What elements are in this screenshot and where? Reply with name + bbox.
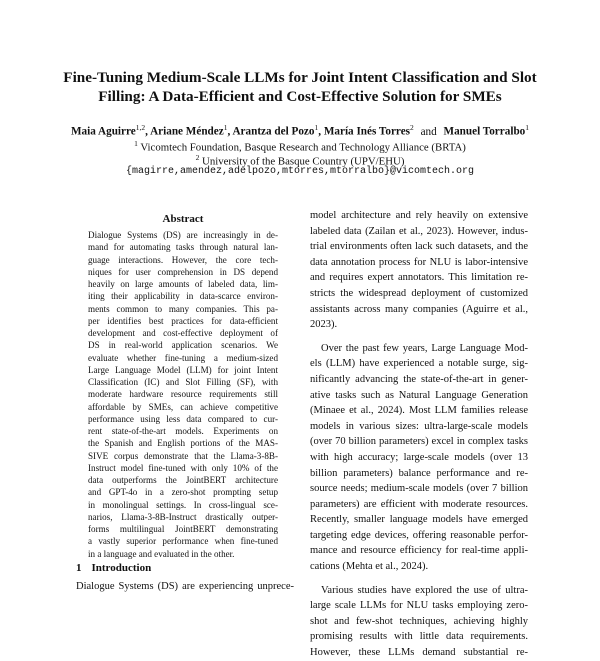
text-line: forms multilingual JointBERT demonstrating <box>88 524 278 534</box>
right-column-body <box>310 208 528 661</box>
text-line: per identifies best practices for data-efficient <box>88 315 278 326</box>
title-line: Fine-Tuning Medium-Scale LLMs for Joint Intent Classification and Slot <box>63 69 537 86</box>
text-line: affordable by SMEs, can achieve competitive <box>88 401 278 412</box>
text-line: moderate hardware resource requirements still <box>88 389 278 400</box>
text-line: a vastly superior performance when fine-tuned <box>88 536 278 547</box>
affiliation-text: University of the Basque Country (UPV/EHU) <box>202 155 405 168</box>
text-line: parameters) are efficient with moderate resources. <box>310 498 528 510</box>
text-line: SIVE corpus demonstrate that the Llama-3-8B- <box>88 450 278 461</box>
text-line: mance and resource efficiency for real-time appli- <box>310 545 528 557</box>
author-name: Maia Aguirre <box>70 125 136 138</box>
author-name: Arantza del Pozo <box>232 125 315 138</box>
text-line: with high accuracy; large-scale models (over 13 <box>310 451 528 463</box>
text-line: Classification (IC) and Slot Filling (SF), with <box>88 377 278 387</box>
text-line: heavily on large amounts of labeled data, lim- <box>88 279 278 289</box>
text-line: in monolingual settings. In cross-lingual sce- <box>88 499 278 510</box>
paragraph-gap <box>310 575 528 583</box>
text-line: and GPT-4o in a zero-shot prompting setup <box>88 487 278 498</box>
text-line: development and cost-effective deployment of <box>88 328 278 338</box>
paper-title <box>40 68 560 106</box>
text-line: Instruct model fine-tuned with only 10% of the <box>88 462 278 473</box>
text-line: evaluate whether fine-tuning a medium-sized <box>88 352 278 363</box>
text-line: narios, Llama-3-8B-Instruct drastically outper- <box>88 511 278 522</box>
text-line: shot and few-shot techniques, achieving highly <box>310 615 528 627</box>
introduction-body <box>76 579 294 595</box>
author-affiliation-mark: 1 <box>223 123 228 132</box>
affiliation-mark: 1 <box>134 139 138 148</box>
paragraph <box>310 583 528 661</box>
text-line: rent state-of-the-art models. Experiments on <box>88 426 278 436</box>
text-line: cations (Mehta et al., 2024). <box>310 561 429 573</box>
text-line: data annotation process for NLU is labor-intensive <box>310 256 528 268</box>
text-line: iting their applicability in data-scarce environ- <box>88 291 278 302</box>
text-line: ments common to many companies. This pa- <box>88 303 278 314</box>
text-line: data outperforms the JointBERT architecture <box>88 475 278 485</box>
text-line: billion parameters) balance performance and re- <box>310 467 528 479</box>
author-separator: , <box>227 125 231 138</box>
text-line: model architecture and rely heavily on extensive <box>310 210 528 221</box>
text-line: targeting edge devices, offering reasonable perfor- <box>310 529 528 541</box>
text-line: labeled data (Zailan et al., 2023). However, indus- <box>310 225 528 237</box>
text-line: Dialogue Systems (DS) are experiencing unprece- <box>76 581 294 592</box>
text-line: 2023). <box>310 319 338 331</box>
affiliation-mark: 2 <box>195 153 200 162</box>
text-line: trial environments often lack such datasets, and the <box>310 241 528 253</box>
text-line: However, these LLMs demand substantial re- <box>310 647 528 659</box>
author-separator: , <box>145 125 148 138</box>
text-line: and requires expert annotators. This limitation re- <box>310 272 528 284</box>
section-heading <box>76 562 151 575</box>
paragraph-gap <box>310 333 528 341</box>
abstract-body <box>88 229 278 560</box>
affiliation-text: Vicomtech Foundation, Basque Research and Technology Alliance (BRTA) <box>140 141 466 154</box>
text-line: (over 70 billion parameters) excel in complex tasks <box>310 436 528 448</box>
author-and: and <box>420 125 437 138</box>
author-name: María Inés Torres <box>323 125 411 138</box>
text-line: performance using less data compared to cur- <box>88 413 278 424</box>
text-line: promising results with little data requirements. <box>310 631 528 643</box>
text-line: guage interactions. However, the core tech- <box>88 254 278 265</box>
text-line: source needs; medium-scale models (over 7 billion <box>310 483 528 495</box>
text-line: DS in real-world application scenarios. We <box>88 340 278 351</box>
title-line: Filling: A Data-Efficient and Cost-Effective Solution for SMEs <box>98 88 502 105</box>
text-line: large scale LLMs for NLU tasks employing zero- <box>310 600 528 612</box>
text-line: Large Language Model (LLM) for joint Intent <box>88 364 278 375</box>
text-line: nificantly advancing the state-of-the-art in gener- <box>310 373 528 385</box>
paragraph <box>310 208 528 333</box>
author-name: Manuel Torralbo <box>443 125 526 138</box>
paragraph <box>310 341 528 575</box>
text-line: models in various sizes: ultra-large-scale models <box>310 420 528 432</box>
text-line: ative tasks such as Natural Language Generation <box>310 389 528 401</box>
text-line: in a language and evaluated in the other. <box>88 548 235 559</box>
author-affiliation-mark: 1 <box>525 123 530 132</box>
section-title: Introduction <box>91 562 152 574</box>
author-name: Ariane Méndez <box>150 125 224 138</box>
text-line: Recently, smaller language models have emerged <box>310 514 528 526</box>
text-line: Over the past few years, Large Language Mod- <box>321 342 528 354</box>
author-affiliation-mark: 1,2 <box>135 123 146 132</box>
author-separator: , <box>318 125 322 138</box>
text-line: (Minaee et al., 2024). Most LLM families release <box>310 405 528 417</box>
text-line: Dialogue Systems (DS) are increasingly in de- <box>88 230 278 240</box>
author-affiliation-mark: 1 <box>314 123 319 132</box>
author-emails: {magirre,amendez,adelpozo,mtorres,mtorralbo}@vicomtech.org <box>125 166 475 177</box>
text-line: assistants across many companies (Aguirre et al., <box>310 303 528 315</box>
text-line: els (LLM) have experienced a notable surge, sig- <box>310 358 528 370</box>
text-line: Various studies have explored the use of ultra- <box>321 584 528 596</box>
abstract-heading: Abstract <box>162 213 204 225</box>
text-line: the Spanish and English portions of the MAS- <box>88 438 278 449</box>
text-line: niques for user comprehension in DS depend <box>88 266 278 277</box>
text-line: mand for automating tasks through natural lan- <box>88 242 278 253</box>
author-affiliation-mark: 2 <box>410 123 414 132</box>
section-number: 1 <box>76 562 82 574</box>
text-line: stricts the widespread deployment of customized <box>310 287 528 299</box>
